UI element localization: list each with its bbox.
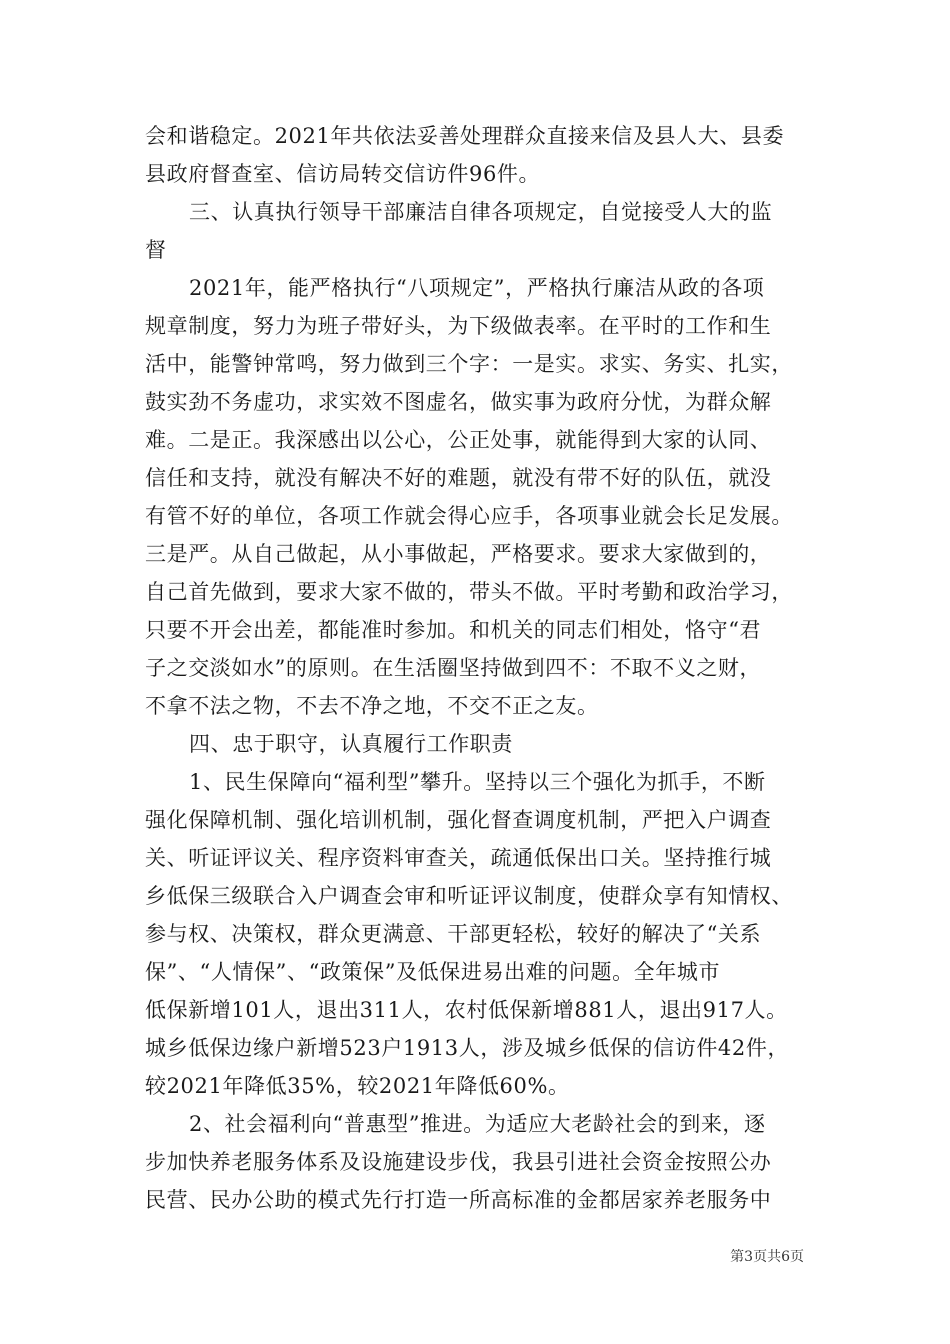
text-line: 督 [145, 238, 167, 262]
text-line: 不拿不法之物，不去不净之地，不交不正之友。 [145, 694, 599, 718]
text-line: 参与权、决策权，群众更满意、干部更轻松，较好的解决了“关系 [145, 922, 762, 946]
text-line: 只要不开会出差，都能准时参加。和机关的同志们相处，恪守“君 [145, 618, 762, 642]
text-line: 自己首先做到，要求大家不做的，带头不做。平时考勤和政治学习， [145, 580, 793, 604]
text-line: 强化保障机制、强化培训机制，强化督查调度机制，严把入户调查 [145, 808, 772, 832]
text-line: 三、认真执行领导干部廉洁自律各项规定，自觉接受人大的监 [189, 200, 773, 224]
text-line: 四、忠于职守，认真履行工作职责 [189, 732, 513, 756]
text-line: 信任和支持，就没有解决不好的难题，就没有带不好的队伍，就没 [145, 466, 772, 490]
text-line: 规章制度，努力为班子带好头，为下级做表率。在平时的工作和生 [145, 314, 772, 338]
text-line: 2、社会福利向“普惠型”推进。为适应大老龄社会的到来，逐 [189, 1112, 766, 1136]
text-line: 1、民生保障向“福利型”攀升。坚持以三个强化为抓手，不断 [189, 770, 766, 794]
text-line: 保”、“人情保”、“政策保”及低保进易出难的问题。全年城市 [145, 960, 721, 984]
text-line: 活中，能警钟常鸣，努力做到三个字：一是实。求实、务实、扎实， [145, 352, 793, 376]
text-line: 三是严。从自己做起，从小事做起，严格要求。要求大家做到的， [145, 542, 772, 566]
page-number: 第3页共6页 [730, 1249, 804, 1265]
text-line: 子之交淡如水”的原则。在生活圈坚持做到四不：不取不义之财， [145, 656, 762, 680]
text-line: 鼓实劲不务虚功，求实效不图虚名，做实事为政府分忧，为群众解 [145, 390, 772, 414]
text-line: 县政府督查室、信访局转交信访件96件。 [145, 162, 541, 186]
document-body [145, 117, 813, 1219]
text-line: 2021年，能严格执行“八项规定”，严格执行廉洁从政的各项 [189, 276, 765, 300]
text-line: 关、听证评议关、程序资料审查关，疏通低保出口关。坚持推行城 [145, 846, 772, 870]
text-line: 有管不好的单位，各项工作就会得心应手，各项事业就会长足发展。 [145, 504, 793, 528]
text-line: 较2021年降低35%，较2021年降低60%。 [145, 1074, 570, 1098]
text-line: 难。二是正。我深感出以公心，公正处事，就能得到大家的认同、 [145, 428, 772, 452]
text-line: 城乡低保边缘户新增523户1913人，涉及城乡低保的信访件42件， [145, 1036, 790, 1060]
text-line: 乡低保三级联合入户调查会审和听证评议制度，使群众享有知情权、 [145, 884, 793, 908]
text-line: 步加快养老服务体系及设施建设步伐，我县引进社会资金按照公办 [145, 1150, 772, 1174]
text-line: 低保新增101人，退出311人，农村低保新增881人，退出917人。 [145, 998, 788, 1022]
text-line: 会和谐稳定。2021年共依法妥善处理群众直接来信及县人大、县委 [145, 124, 785, 148]
text-line: 民营、民办公助的模式先行打造一所高标准的金都居家养老服务中 [145, 1188, 772, 1212]
